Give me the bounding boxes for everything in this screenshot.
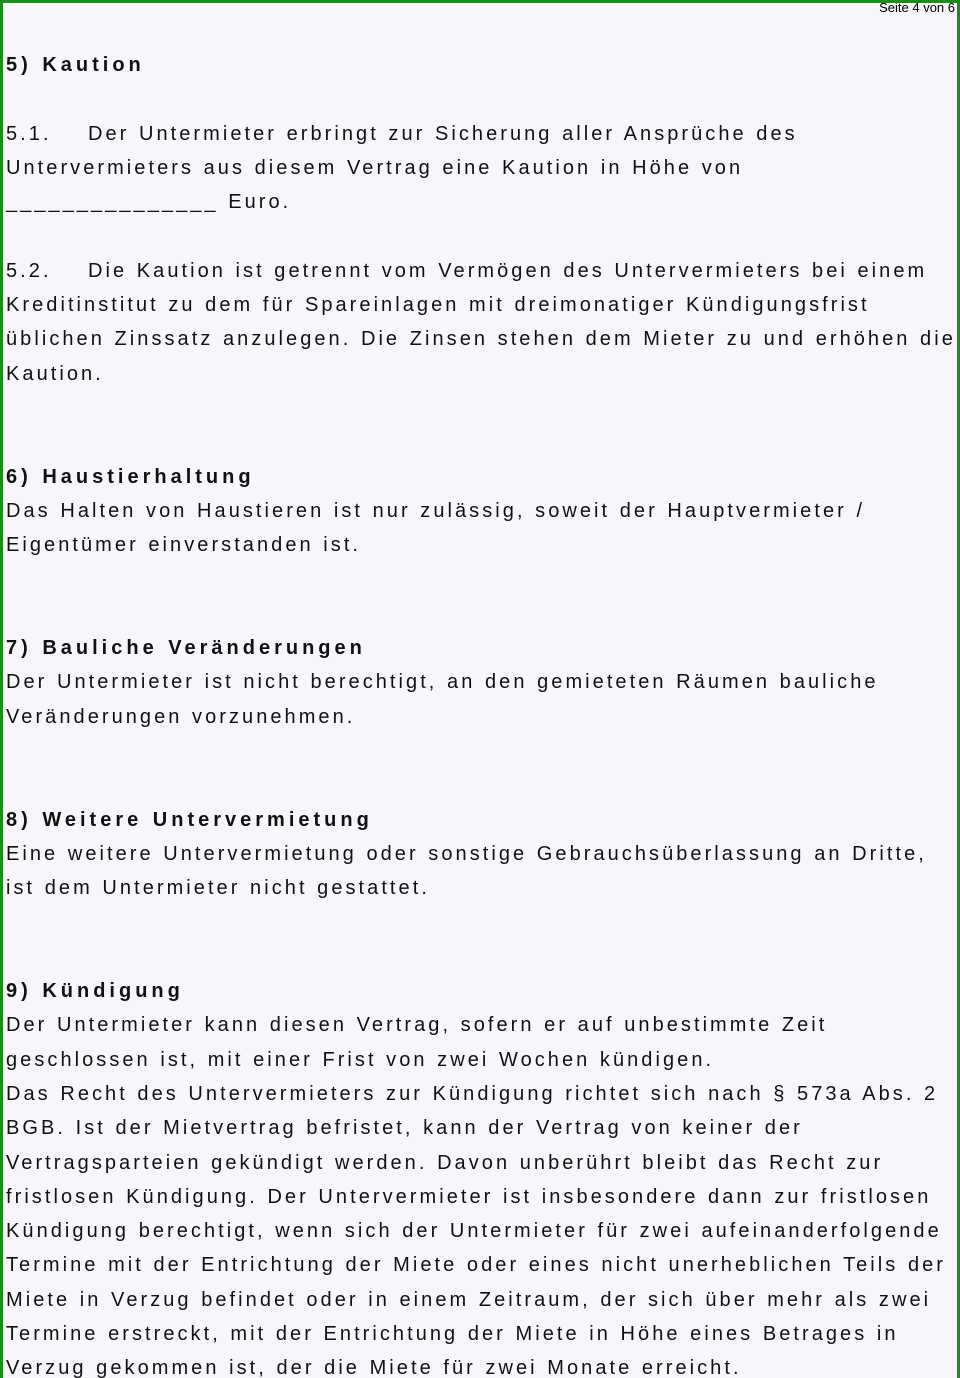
page-number: Seite 4 von 6: [879, 0, 955, 15]
paragraph-line: Kreditinstitut zu dem für Spareinlagen mit dreimonatiger Kündigungsfrist: [6, 294, 870, 317]
paragraph-line: [6, 117, 960, 151]
paragraph-line: Miete in Verzug befindet oder in einem Zeitraum, der sich über mehr als zwei: [6, 1288, 932, 1311]
section-heading-haustierhaltung: 6) Haustierhaltung: [6, 465, 255, 488]
section-heading-weitere-untervermietung: 8) Weitere Untervermietung: [6, 808, 373, 831]
paragraph-line: Kaution.: [6, 362, 104, 385]
paragraph-line: geschlossen ist, mit einer Frist von zwei Wochen kündigen.: [6, 1048, 715, 1071]
paragraph-line: üblichen Zinssatz anzulegen. Die Zinsen stehen dem Mieter zu und erhöhen die: [6, 328, 956, 351]
paragraph-line: ist dem Untermieter nicht gestattet.: [6, 877, 430, 900]
paragraph-line: fristlosen Kündigung. Der Untervermieter ist insbesondere dann zur fristlosen: [6, 1185, 932, 1208]
paragraph-line: Vertragsparteien gekündigt werden. Davon unberührt bleibt das Recht zur: [6, 1151, 884, 1174]
paragraph-line: Untervermieters aus diesem Vertrag eine Kaution in Höhe von: [6, 156, 744, 179]
spacer: [6, 391, 960, 460]
paragraph-line: Das Halten von Haustieren ist nur zulässig, soweit der Hauptvermieter /: [6, 499, 866, 522]
paragraph-line: BGB. Ist der Mietvertrag befristet, kann der Vertrag von keiner der: [6, 1117, 803, 1140]
paragraph-number: 5.2.: [6, 259, 52, 282]
paragraph-text: Die Kaution ist getrennt vom Vermögen des Untervermieters bei einem: [88, 259, 928, 282]
paragraph-text: Der Untermieter erbringt zur Sicherung aller Ansprüche des: [88, 122, 798, 145]
section-heading-kuendigung: 9) Kündigung: [6, 980, 184, 1003]
spacer: [6, 82, 960, 116]
section-heading-bauliche-veraenderungen: 7) Bauliche Veränderungen: [6, 637, 366, 660]
paragraph-number: 5.1.: [6, 122, 52, 145]
section-heading-kaution: 5) Kaution: [6, 54, 145, 76]
paragraph-line: Eine weitere Untervermietung oder sonstige Gebrauchsüberlassung an Dritte,: [6, 842, 927, 865]
paragraph-line: Der Untermieter ist nicht berechtigt, an den gemieteten Räumen bauliche: [6, 671, 879, 694]
paragraph-line: Verzug gekommen ist, der die Miete für zwei Monate erreicht.: [6, 1357, 742, 1378]
paragraph-line: Termine erstreckt, mit der Entrichtung der Miete in Höhe eines Betrages in: [6, 1322, 899, 1345]
spacer: [6, 734, 960, 803]
paragraph-line: Termine mit der Entrichtung der Miete oder eines nicht unerheblichen Teils der: [6, 1254, 947, 1277]
spacer: [6, 562, 960, 631]
paragraph-line: Eigentümer einverstanden ist.: [6, 534, 362, 557]
spacer: [6, 219, 960, 253]
spacer: [6, 905, 960, 974]
document-body: [6, 48, 960, 1378]
paragraph-line: Das Recht des Untervermieters zur Kündigung richtet sich nach § 573a Abs. 2: [6, 1082, 939, 1105]
paragraph-line: Der Untermieter kann diesen Vertrag, sofern er auf unbestimmte Zeit: [6, 1014, 828, 1037]
paragraph-line: Veränderungen vorzunehmen.: [6, 705, 356, 728]
paragraph-line: [6, 254, 960, 288]
paragraph-line: _______________ Euro.: [6, 191, 292, 214]
paragraph-line: Kündigung berechtigt, wenn sich der Untermieter für zwei aufeinanderfolgende: [6, 1220, 942, 1243]
